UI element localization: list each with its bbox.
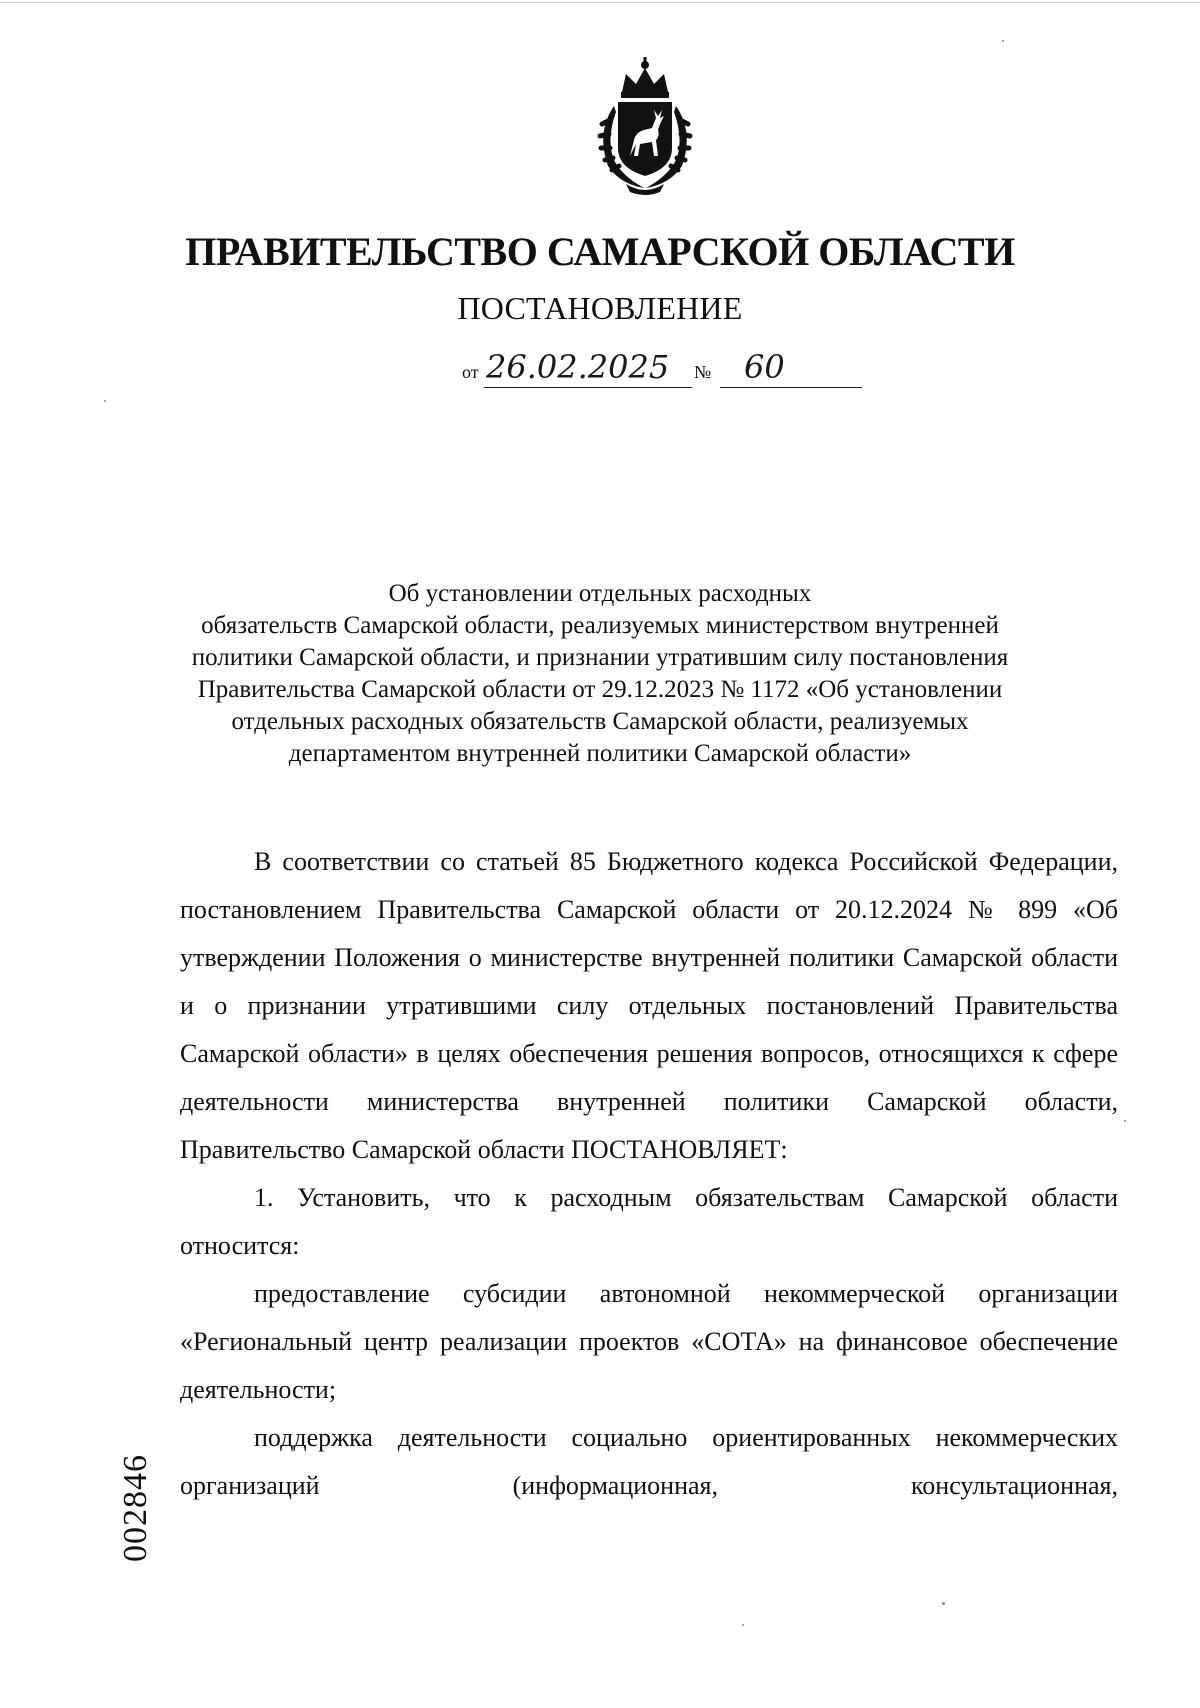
serial-number-text: 002846 [117, 1454, 154, 1562]
scan-speck [104, 400, 106, 402]
support-paragraph: поддержка деятельности социально ориентированных некоммерческих организаций (информационная, консультационная, [180, 1423, 1118, 1500]
date-number-line [462, 348, 862, 394]
date-underline [484, 387, 692, 388]
page-top-edge [0, 2, 1200, 3]
handwritten-date: 26.02.2025 [486, 348, 670, 386]
preamble-paragraph: В соответствии со статьей 85 Бюджетного кодекса Российской Федерации, постановлением Правительства Самарской области от 20.12.2024 № 899 «Об утверждении Положения о министерстве внутренней политики Самарской области и о признании утратившими силу отдельных постановлений Правительства Самарской области» в целях обеспечения решения вопросов, относящихся к сфере деятельности министерства внутренней политики Самарской области, Правительство Самарской области ПОСТАНОВЛЯЕТ: [180, 847, 1118, 1164]
scan-speck [942, 1602, 945, 1605]
subsidy-paragraph: предоставление субсидии автономной некоммерческой организации «Региональный центр реализации проектов «СОТА» на финансовое обеспечение деятельности; [180, 1279, 1118, 1404]
number-prefix: № [694, 362, 712, 382]
handwritten-number: 60 [744, 348, 785, 386]
subject-line: департаментом внутренней политики Самарской области» [288, 740, 912, 767]
serial-number [106, 1448, 166, 1568]
subject-line: отдельных расходных обязательств Самарской области, реализуемых [231, 708, 969, 735]
scan-speck [1124, 1120, 1126, 1122]
number-underline [720, 387, 862, 388]
subject-line: обязательств Самарской области, реализуемых министерством внутренней [201, 612, 999, 639]
subject-line: политики Самарской области, и признании утратившим силу постановления [191, 644, 1009, 671]
government-title: ПРАВИТЕЛЬСТВО САМАРСКОЙ ОБЛАСТИ [185, 229, 1015, 274]
subject-line: Правительства Самарской области от 29.12.2023 № 1172 «Об установлении [197, 676, 1003, 703]
subject-line: Об установлении отдельных расходных [388, 580, 812, 607]
document-subject [160, 578, 1040, 770]
document-body [180, 838, 1118, 1510]
item-1-paragraph: 1. Установить, что к расходным обязательствам Самарской области относится: [180, 1183, 1118, 1260]
date-prefix: от [462, 362, 479, 382]
scan-speck [742, 1624, 744, 1626]
document-type: ПОСТАНОВЛЕНИЕ [457, 290, 743, 326]
samara-coat-of-arms-icon [590, 56, 700, 196]
scan-speck [1002, 40, 1004, 42]
